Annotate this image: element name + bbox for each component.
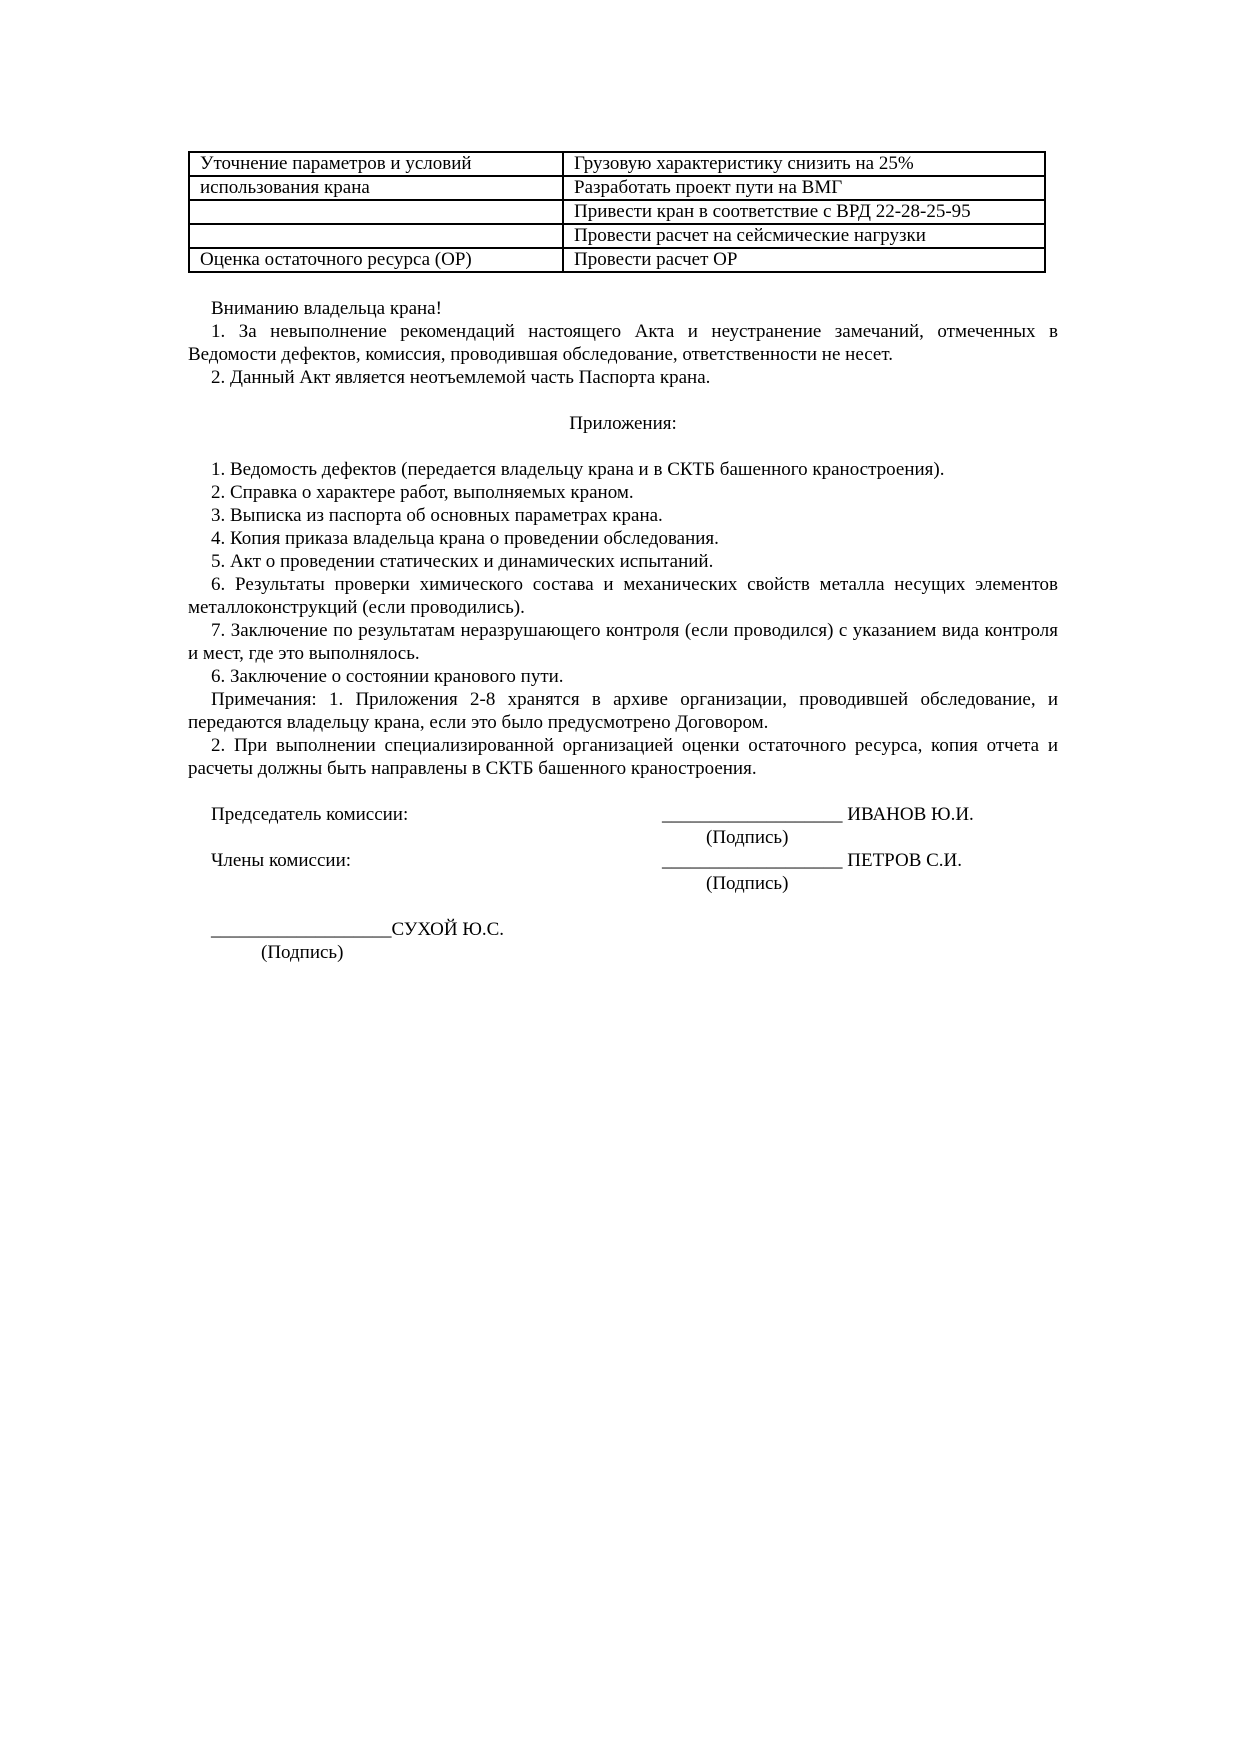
chair-signature-row — [188, 803, 1058, 826]
table-cell: Уточнение параметров и условий — [189, 152, 563, 176]
recommendations-table — [188, 151, 1046, 273]
chair-signature-line: ___________________ ИВАНОВ Ю.И. — [662, 804, 974, 825]
notice-heading: Вниманию владельца крана! — [211, 298, 442, 319]
table-cell: Провести расчет на сейсмические нагрузки — [563, 224, 1045, 248]
list-item: 2. Справка о характере работ, выполняемых краном. — [211, 482, 634, 503]
list-item: 1. Ведомость дефектов (передается владельцу крана и в СКТБ башенного краностроения). — [211, 459, 945, 480]
table-row — [189, 152, 1045, 176]
signatures-block — [188, 803, 1058, 964]
member1-signature-line: ___________________ ПЕТРОВ С.И. — [662, 850, 963, 871]
member2-signature-row — [188, 918, 1058, 941]
list-item: 6. Результаты проверки химического состава и механических свойств металла несущих элементов металлоконструкций (если проводились). — [188, 574, 1058, 618]
members-label: Члены комиссии: — [211, 850, 352, 871]
member2-signature-line: ___________________СУХОЙ Ю.С. — [211, 919, 505, 940]
chair-caption-row — [188, 826, 1058, 849]
sign-caption: (Подпись) — [261, 942, 344, 963]
appendix-title: Приложения: — [569, 413, 677, 434]
table-cell — [189, 224, 563, 248]
table-row — [189, 176, 1045, 200]
members-signature-row — [188, 849, 1058, 872]
appendix-list — [188, 458, 1058, 688]
list-item: 4. Копия приказа владельца крана о проведении обследования. — [211, 528, 719, 549]
chair-label: Председатель комиссии: — [211, 804, 409, 825]
sign-caption: (Подпись) — [706, 873, 789, 894]
table-cell — [189, 200, 563, 224]
document-page — [188, 151, 1058, 964]
table-cell: Разработать проект пути на ВМГ — [563, 176, 1045, 200]
table-cell: использования крана — [189, 176, 563, 200]
notes-paragraph-1: Примечания: 1. Приложения 2-8 хранятся в архиве организации, проводившей обследование, и передаются владельцу крана, если это было предусмотрено Договором. — [188, 689, 1058, 733]
member2-caption-row — [188, 941, 1058, 964]
table-cell: Оценка остаточного ресурса (ОР) — [189, 248, 563, 272]
table-cell: Провести расчет ОР — [563, 248, 1045, 272]
notice-paragraph-1: 1. За невыполнение рекомендаций настоящего Акта и неустранение замечаний, отмеченных в Ведомости дефектов, комиссия, проводившая обследование, ответственности не несет. — [188, 321, 1058, 365]
table-row — [189, 248, 1045, 272]
notice-paragraph-2: 2. Данный Акт является неотъемлемой часть Паспорта крана. — [211, 367, 711, 388]
table-cell: Привести кран в соответствие с ВРД 22-28-25-95 — [563, 200, 1045, 224]
notes-paragraph-2: 2. При выполнении специализированной организацией оценки остаточного ресурса, копия отчета и расчеты должны быть направлены в СКТБ башенного краностроения. — [188, 735, 1058, 779]
member1-caption-row — [188, 872, 1058, 895]
list-item: 7. Заключение по результатам неразрушающего контроля (если проводился) с указанием вида контроля и мест, где это выполнялось. — [188, 620, 1058, 664]
table-row — [189, 224, 1045, 248]
table-cell: Грузовую характеристику снизить на 25% — [563, 152, 1045, 176]
list-item: 3. Выписка из паспорта об основных параметрах крана. — [211, 505, 663, 526]
list-item: 6. Заключение о состоянии кранового пути. — [211, 666, 564, 687]
table-row — [189, 200, 1045, 224]
list-item: 5. Акт о проведении статических и динамических испытаний. — [211, 551, 714, 572]
sign-caption: (Подпись) — [706, 827, 789, 848]
